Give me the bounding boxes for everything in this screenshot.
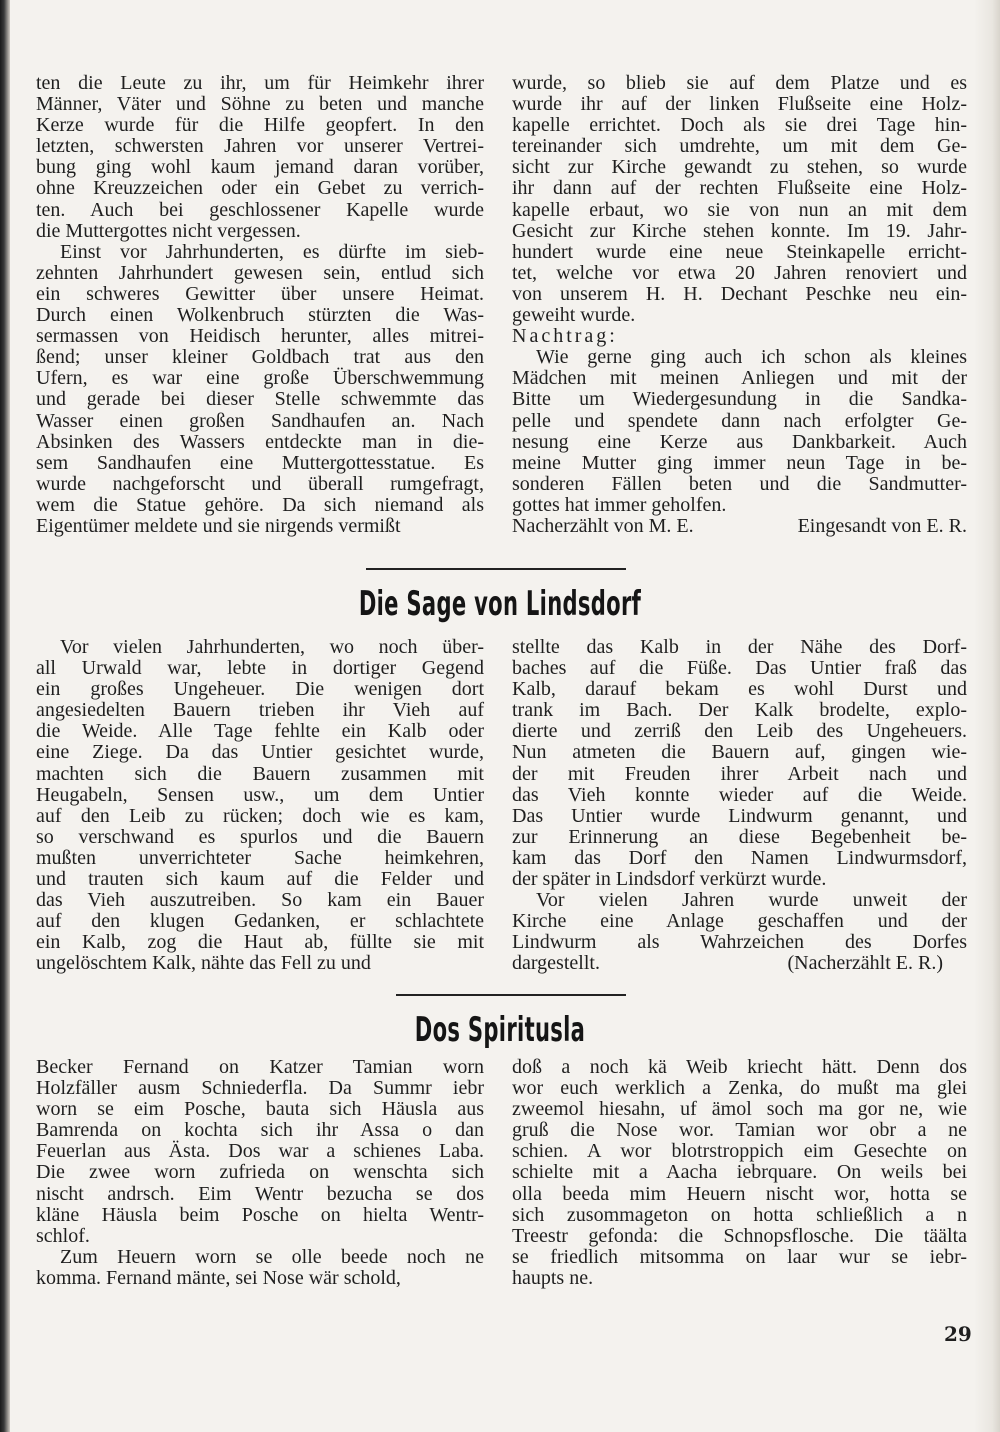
text-line: mußten unverrichteter Sache heimkehren, [36,846,484,869]
paragraph [512,1057,967,1289]
divider-rule-1 [366,568,626,570]
paragraph [36,1057,484,1247]
text-line: kläne Häusla beim Posche on hielta Wentr- [36,1203,484,1226]
column-right-section3 [512,1057,967,1289]
text-line: Feuerlan aus Ästa. Dos war a schienes Laba. [36,1140,484,1163]
text-line: Lindwurm als Wahrzeichen des Dorfes [512,931,967,954]
text-line: auf den Leib zu rücken; doch wie es kam, [36,804,484,827]
column-right-section2 [512,637,967,975]
text-line: Treestr gefonda: die Schnopsflosche. Die täälta [512,1224,967,1247]
text-line: das Vieh konnte wieder auf die Weide. [512,783,967,806]
text-line: zweemol hiesahn, uf ämol soch ma gor ne, wie [512,1098,967,1121]
text-line: Holzfäller ausm Schniederfla. Da Summr iebr [36,1077,484,1100]
text-line: trank im Bach. Der Kalk brodelte, explo- [512,699,967,722]
text-line: Wasser einen großen Sandhaufen an. Nach [36,409,484,432]
text-line: angesiedelten Bauern trieben ihr Vieh auf [36,699,484,722]
text-line: all Urwald war, lebte in dortiger Gegend [36,657,484,680]
text-line: meine Mutter ging immer neun Tage in be- [512,451,967,474]
text-line: Kirche eine Anlage geschaffen und der [512,910,967,933]
text-line: und gerade bei dieser Stelle schwemmte das [36,388,484,411]
text-line: gottes hat immer geholfen. [512,493,727,516]
text-line: Bamrenda on kochta sich ihr Assa o dan [36,1119,484,1142]
column-left-section3 [36,1057,484,1289]
text-line: kam das Dorf den Namen Lindwurmsdorf, [512,846,967,869]
text-line: Heugabeln, Sensen usw., um dem Untier [36,783,484,806]
paragraph [512,73,967,326]
text-line: tereinander sich umdrehte, um mit dem Ge- [512,135,967,158]
text-line: ihr dann auf der rechten Flußseite eine Holz- [512,177,967,200]
text-line: der mit Freuden ihrer Arbeit nach und [512,762,967,785]
text-line: so verschwand es spurlos und die Bauern [36,825,484,848]
text-line: Männer, Väter und Söhne zu beten und manche [36,93,484,116]
credit-nacherzaehlt: (Nacherzählt E. R.) [787,952,943,975]
paragraph [36,637,484,975]
text-line: se friedlich mitsomma on laar wur se iebr- [512,1245,967,1268]
text-line: gruß die Nose wor. Tamian wor obr a ne [512,1119,967,1142]
text-line: ten. Auch bei geschlossener Kapelle wurde [36,198,484,221]
text-line: wurde ihr auf der linken Flußseite eine Holz- [512,93,967,116]
text-line: worn se eim Posche, bauta sich Häusla aus [36,1098,484,1121]
nachtrag-text [512,347,967,516]
divider-rule-2 [396,994,626,996]
right-paras-section1 [512,73,967,326]
text-line: Mädchen mit meinen Anliegen und mit der [512,367,967,390]
text-line: sich zusommageton on hotta schließlich a n [512,1203,967,1226]
text-line: Die zwee worn zufrieda on wenschta sich [36,1161,484,1184]
text-line: der später in Lindsdorf verkürzt wurde. [512,868,827,891]
text-line: Durch einen Wolkenbruch stürzten die Was- [36,304,484,327]
text-line: wurde, so blieb sie auf dem Platze und es [512,72,967,94]
text-line: wor euch werklich a Zenka, do mußt ma glei [512,1077,967,1100]
title-dos-spiritusla: Dos Spiritusla [414,1010,586,1050]
text-line: von unserem H. H. Dechant Peschke neu ein- [512,282,967,305]
text-line: Kalb, darauf bekam es wohl Durst und [512,678,967,701]
text-line: sonderen Fällen beten und die Sandmutter- [512,472,967,495]
text-line: Becker Fernand on Katzer Tamian worn [36,1056,484,1078]
text-line: geweiht wurde. [512,304,636,327]
text-line: und trauten sich kaum auf die Felder und [36,868,484,891]
text-line: pelle und spendete dann nach erfolgter Ge- [512,409,967,432]
text-line: Absinken des Wassers entdeckte man in die- [36,430,484,453]
text-line: Kerze wurde für die Hilfe geopfert. In den [36,114,484,137]
text-line: ein großes Ungeheuer. Die wenigen dort [36,678,484,701]
closing-line-with-credit [512,953,967,974]
text-line: dargestellt. [512,952,600,975]
page-number: 29 [944,1322,972,1346]
paragraph [36,73,484,242]
credit-right: Eingesandt von E. R. [797,514,967,537]
text-line: ßend; unser kleiner Goldbach trat aus den [36,346,484,369]
text-line: machten sich die Bauern zusammen mit [36,762,484,785]
text-line: baches auf die Füße. Das Untier fraß das [512,657,967,680]
credit-left: Nacherzählt von M. E. [512,514,694,537]
text-line: zehnten Jahrhundert gewesen sein, entlud sich [36,261,484,284]
text-line: Vor vielen Jahrhunderten, wo noch über- [60,636,484,658]
text-line: dierte und zerriß den Leib des Ungeheuers. [512,720,967,743]
column-right-section1 [512,73,967,537]
text-line: Eigentümer meldete und sie nirgends vermißt [36,514,401,537]
text-line: Gesicht zur Kirche stehen konnte. Im 19. Jahr- [512,219,967,242]
text-line: zur Erinnerung an diese Begebenheit be- [512,825,967,848]
text-line: wurde nachgeforscht und überall rumgefragt, [36,472,484,495]
text-line: doß a noch kä Weib kriecht hätt. Denn dos [512,1056,967,1078]
nachtrag-label: Nachtrag: [512,325,618,348]
text-line: Bitte um Wiedergesundung in die Sandka- [512,388,967,411]
book-binding-shadow [0,0,10,1432]
text-line: kapelle erbaut, wo sie von nun an mit dem [512,198,967,221]
text-line: komma. Fernand mänte, sei Nose wär schold, [36,1266,401,1289]
text-line: eine Ziege. Da das Untier gesichtet wurde, [36,741,484,764]
text-line: schlof. [36,1224,90,1247]
text-line: nesung eine Kerze aus Dankbarkeit. Auch [512,430,967,453]
column-left-section2 [36,637,484,975]
text-line: ohne Kreuzzeichen oder ein Gebet zu verrich- [36,177,484,200]
text-line: die Weide. Alle Tage fehlte ein Kalb oder [36,720,484,743]
text-line: bung ging wohl kaum jemand daran vorüber, [36,156,484,179]
text-line: ungelöschtem Kalk, nähte das Fell zu und [36,952,371,975]
text-line: olla beeda mim Heuern nischt wor, hotta se [512,1182,967,1205]
paragraph [36,242,484,537]
text-line: Nun atmeten die Bauern auf, gingen wie- [512,741,967,764]
paragraph [512,890,967,974]
text-line: sem Sandhaufen eine Muttergottesstatue. Es [36,451,484,474]
text-line: sermassen von Heidisch herunter, alles mitrei- [36,325,484,348]
text-line: Zum Heuern worn se olle beede noch ne [60,1245,484,1268]
text-line: kapelle errichtet. Doch als sie drei Tage hin- [512,114,967,137]
text-line: schien. A wor blotrstroppich eim Gesechte on [512,1140,967,1163]
text-line: auf den klugen Gedanken, er schlachtete [36,910,484,933]
text-line: schielte mit a Aacha iebrquare. On weils bei [512,1161,967,1184]
text-line: ein Kalb, zog die Haut ab, füllte sie mit [36,931,484,954]
text-line: Ufern, es war eine große Überschwemmung [36,367,484,390]
text-line: ein schweres Gewitter über unsere Heimat. [36,282,484,305]
credit-line [512,516,967,537]
right-paras-section2 [512,637,967,975]
paragraph [512,637,967,890]
page-edge-shadow [974,0,1000,1432]
text-line: sicht zur Kirche gewandt zu stehen, so wurde [512,156,967,179]
title-sage-von-lindsdorf: Die Sage von Lindsdorf [358,584,642,624]
text-line: Einst vor Jahrhunderten, es dürfte im sieb- [60,240,484,263]
paragraph [36,1247,484,1289]
text-line: die Muttergottes nicht vergessen. [36,219,301,242]
text-line: hundert wurde eine neue Steinkapelle erricht- [512,240,967,263]
text-line: Wie gerne ging auch ich schon als kleines [536,346,967,369]
text-line: das Vieh auszutreiben. So kam ein Bauer [36,889,484,912]
text-line: nischt andrsch. Eim Wentr bezucha se dos [36,1182,484,1205]
text-line: Vor vielen Jahren wurde unweit der [536,889,967,912]
text-line: tet, welche vor etwa 20 Jahren renoviert und [512,261,967,284]
text-line: stellte das Kalb in der Nähe des Dorf- [512,636,967,658]
text-line: Das Untier wurde Lindwurm genannt, und [512,804,967,827]
text-line: ten die Leute zu ihr, um für Heimkehr ihrer [36,72,484,94]
column-left-section1 [36,73,484,537]
text-line: haupts ne. [512,1266,594,1289]
text-line: letzten, schwersten Jahren vor unserer Vertrei- [36,135,484,158]
text-line: wem die Statue gehöre. Da sich niemand als [36,493,484,516]
